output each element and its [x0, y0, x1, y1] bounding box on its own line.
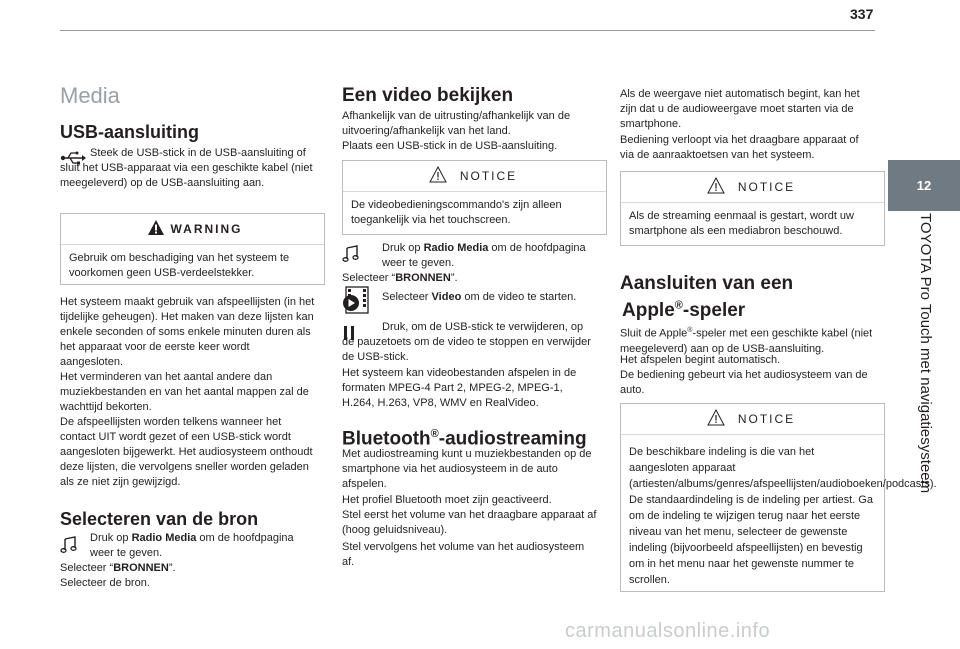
notice-label: NOTICE [737, 412, 796, 426]
header-rule [60, 30, 875, 31]
playlist-text: Het systeem maakt gebruik van afspeellijsten (in het tijdelijke geheugen). Het maken van deze lijsten kan enkele seconden of soms enkele minuten duren als het apparaat voor de eerste keer wordt aangesloten. [60, 296, 315, 368]
notice-box-streaming [620, 171, 885, 246]
apple-text-1b: -speler met een geschikte kabel (niet meegeleverd) aan op de USB-aansluiting. [620, 327, 873, 355]
step1-sources: BRONNEN [395, 272, 451, 284]
apple-heading-c: -speler [682, 300, 746, 322]
usb-heading: USB-aansluiting [60, 122, 200, 142]
select-main-page: om de hoofdpagina weer te geven. [90, 532, 294, 559]
video-step-3: Druk, om de USB-stick te verwijderen, op de pauzetoets om de video te stoppen en verwijder de USB-stick. [342, 321, 591, 363]
apple-text-1-sup: ® [687, 327, 693, 334]
notice-text: De videobedieningscommando's zijn alleen toegankelijk via het touchscreen. [351, 199, 562, 226]
warning-header [61, 214, 324, 245]
watermark: carmanualsonline.info [565, 620, 771, 642]
step2-video: Video [431, 291, 462, 303]
video-step-2 [342, 290, 597, 305]
video-intro-2: Plaats een USB-stick in de USB-aansluiting. [342, 140, 558, 152]
reduce-text: Het verminderen van het aantal andere dan muziekbestanden en van het aantal mappen zal de wachttijd bekorten. [60, 371, 309, 413]
chapter-title: TOYOTA Pro Touch met navigatiesysteem [917, 213, 934, 494]
stream-text-2: Bediening verloopt via het draagbare apparaat of via de aanraaktoetsen van het systeem. [620, 134, 859, 161]
select-source-line: Selecteer de bron. [60, 577, 150, 589]
notice-icon [429, 166, 447, 183]
notice-text: Als de streaming eenmaal is gestart, wordt uw smartphone als een mediabron beschouwd. [629, 210, 854, 237]
section-title: Media [60, 83, 120, 108]
apple-heading-a: Aansluiten van een [620, 273, 794, 294]
apple-text-2: Het afspelen begint automatisch. [620, 354, 781, 366]
select-sources: BRONNEN [113, 562, 169, 574]
stream-text-1: Als de weergave niet automatisch begint, kan het zijn dat u de audioweergave moet starten via de smartphone. [620, 88, 860, 130]
warning-icon [147, 219, 165, 236]
apple-text-1a: Sluit de Apple [620, 327, 688, 340]
video-heading: Een video bekijken [342, 85, 514, 106]
step1-quote-end: ”. [450, 272, 458, 284]
bt-text-3: Stel eerst het volume van het draagbare apparaat af (hoog geluidsniveau). [342, 509, 597, 536]
usb-text: Steek de USB-stick in de USB-aansluiting of sluit het USB-apparaat via een geschikte kabel (niet meegeleverd) op de USB-aansluiting aan. [60, 147, 313, 189]
warning-text: Gebruik om beschadiging van het systeem te voorkomen geen USB-verdeelstekker. [69, 252, 290, 279]
update-text: De afspeellijsten worden telkens wanneer het contact UIT wordt gezet of een USB-stick wordt aangesloten bijgewerkt. Het audiosysteem onthoudt deze lijsten, die vervolgens sneller worden geladen als ze niet zijn gewijzigd. [60, 416, 313, 488]
apple-heading [620, 273, 793, 322]
notice-header [621, 404, 884, 435]
bt-heading-b: -audiostreaming [438, 428, 587, 450]
bt-text-2: Het profiel Bluetooth moet zijn geactiveerd. [342, 494, 552, 506]
notice-header [343, 161, 606, 192]
chapter-title-vertical [888, 213, 960, 613]
select-quote-end: ”. [168, 562, 176, 574]
step2-select: Selecteer [382, 291, 432, 303]
notice-label: NOTICE [459, 169, 518, 183]
step1-press: Druk op [382, 242, 424, 254]
bt-text-4: Stel vervolgens het volume van het audiosysteem af. [342, 541, 585, 568]
chapter-tab[interactable]: 12 [888, 160, 960, 211]
warning-label: WARNING [170, 222, 243, 236]
select-source-text [60, 531, 315, 591]
apple-text-3: De bediening gebeurt via het audiosysteem van de auto. [620, 369, 868, 396]
notice-box-apple [620, 403, 937, 592]
select-label: Selecteer “ [60, 562, 114, 574]
bt-heading-sup: ® [430, 428, 439, 440]
video-step-1 [342, 241, 597, 286]
notice-label: NOTICE [737, 180, 796, 194]
bt-heading-a: Bluetooth [342, 428, 431, 450]
apple-text-1 [620, 323, 875, 357]
apple-heading-sup: ® [674, 300, 683, 312]
apple-heading-b: Apple [622, 300, 675, 322]
step1-main-page: om de hoofdpagina weer te geven. [382, 242, 586, 269]
warning-box [60, 213, 325, 285]
notice-icon [707, 409, 725, 426]
select-source-heading: Selecteren van de bron [60, 509, 259, 529]
notice-text: De beschikbare indeling is die van het aangesloten apparaat (artiesten/albums/genres/afspeellijsten/audioboeken/podcasts). De standaardindeling is de indeling per artiest. Ga om de indeling te wijzigen terug naar het eerste niveau van het menu, selecteer de gewenste indeling (bijvoorbeeld afspeellijsten) en bevestig om in het menu naar het gewenste nummer te scrollen. [629, 446, 937, 586]
select-radio-media: Radio Media [131, 532, 197, 544]
notice-header [621, 172, 884, 203]
video-intro: Afhankelijk van de uitrusting/afhankelijk van de uitvoering/afhankelijk van het land. [342, 110, 571, 137]
step1-select: Selecteer “ [342, 272, 396, 284]
bt-text-1: Met audiostreaming kunt u muziekbestanden op de smartphone via het audiosysteem in de auto afspelen. [342, 448, 592, 490]
notice-box-video [342, 160, 607, 235]
page-number: 337 [850, 6, 874, 22]
step1-radio-media: Radio Media [423, 242, 489, 254]
video-formats: Het systeem kan videobestanden afspelen in de formaten MPEG-4 Part 2, MPEG-2, MPEG-1, H.264, H.263, VP8, WMV en RealVideo. [342, 367, 577, 409]
step2-start: om de video te starten. [461, 291, 577, 303]
notice-icon [707, 177, 725, 194]
select-press: Druk op [90, 532, 132, 544]
